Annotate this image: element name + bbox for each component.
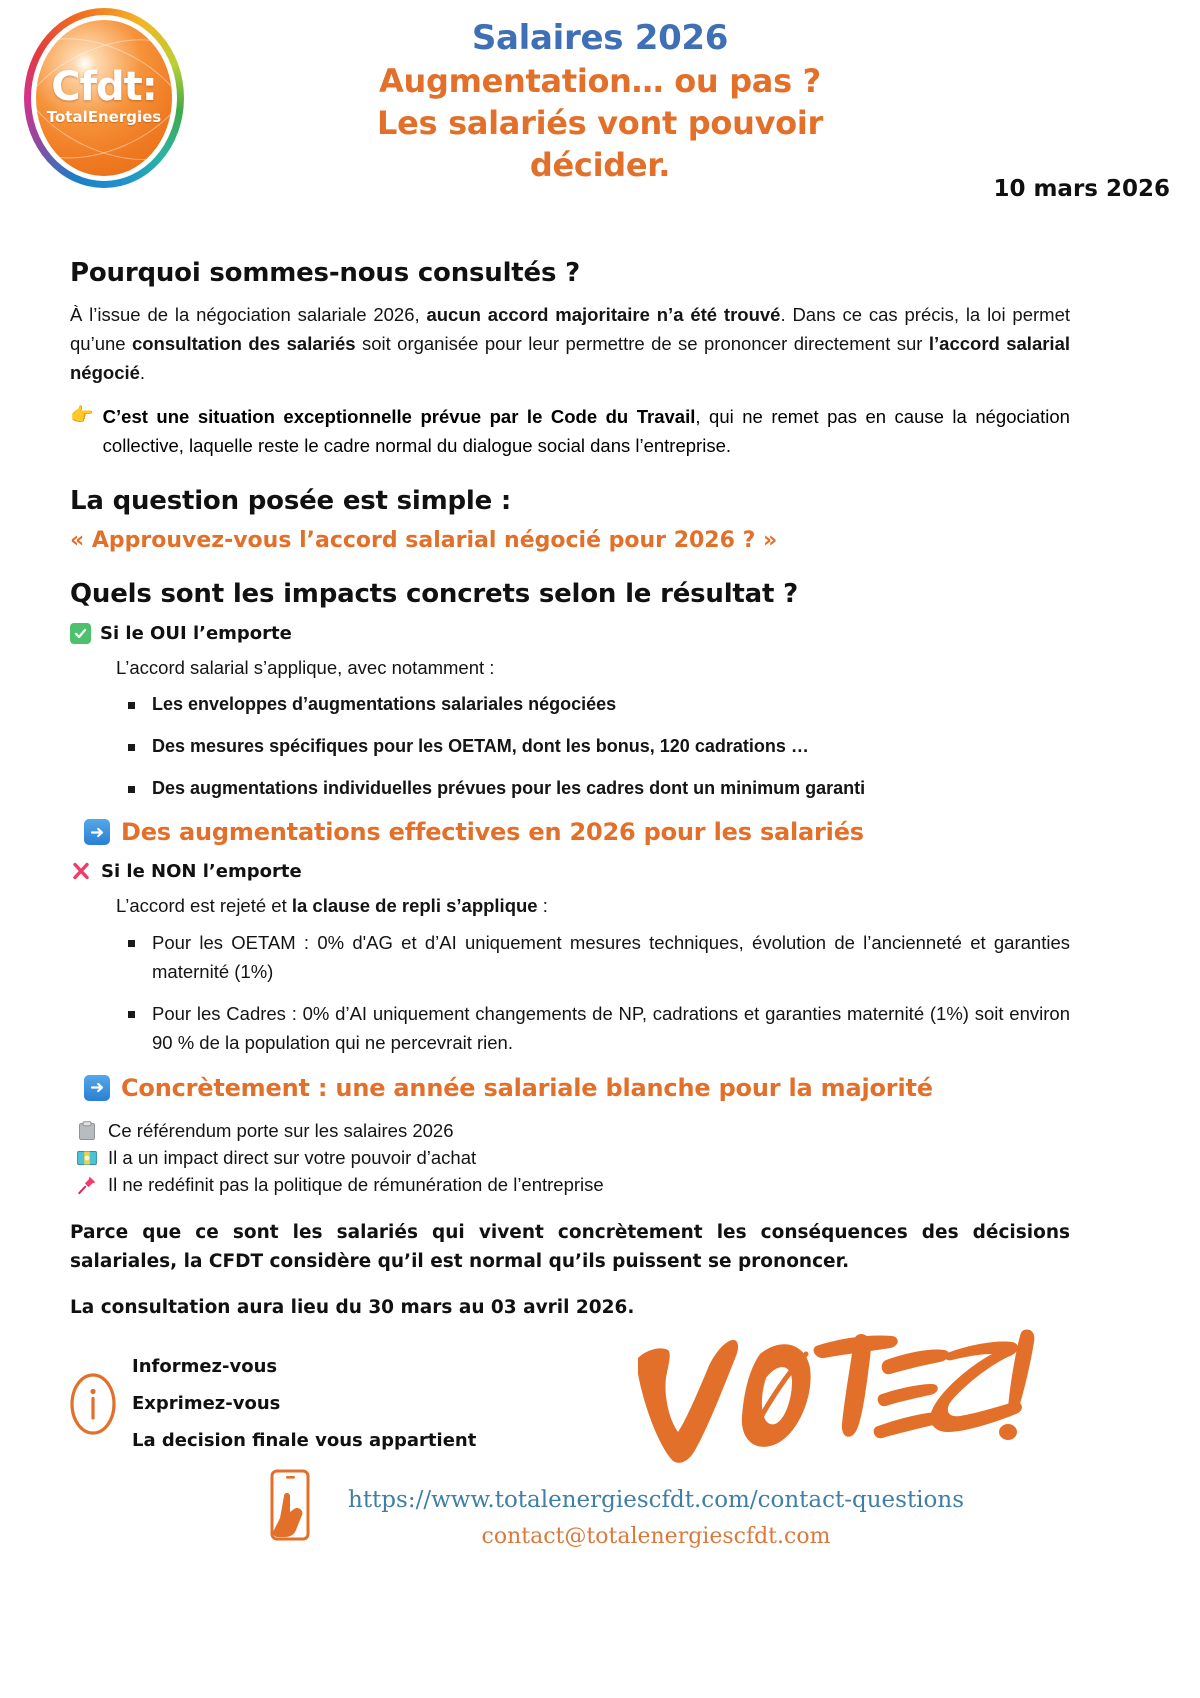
yes-callout bbox=[84, 818, 1070, 846]
heading-question: La question posée est simple : bbox=[70, 486, 512, 517]
no-label-strong: NON bbox=[151, 860, 197, 882]
list-item: Pour les OETAM : 0% d'AG et d’AI uniquement mesures techniques, évolution de l’ancienneté et garanties maternité (1%) bbox=[126, 929, 1070, 986]
closing-paragraph: Parce que ce sont les salariés qui vivent concrètement les conséquences des décisions salariales, la CFDT considère qu’il est normal qu’ils puissent se prononcer. bbox=[70, 1221, 1070, 1273]
list-item: Des mesures spécifiques pour les OETAM, dont les bonus, 120 cadrations … bbox=[126, 733, 1070, 761]
no-result-header bbox=[70, 860, 1070, 882]
subtitle-line-3: décider. bbox=[529, 145, 671, 184]
list-item: Pour les Cadres : 0% d’AI uniquement changements de NP, cadrations et garanties maternité (1%) soit environ 90 % de la population qui ne percevrait rien. bbox=[126, 1000, 1070, 1057]
no-label-suffix: l’emporte bbox=[196, 860, 302, 882]
code-du-travail-note bbox=[70, 402, 1070, 460]
why-text-g: . bbox=[139, 362, 146, 384]
pointing-hand-icon: 👉 bbox=[70, 404, 94, 426]
money-banknote-icon bbox=[76, 1147, 98, 1169]
subtitle-line-1: Augmentation… ou pas ? bbox=[379, 62, 821, 101]
yes-label-suffix: l’emporte bbox=[186, 623, 292, 645]
red-cross-icon bbox=[70, 860, 92, 882]
clipboard-icon bbox=[76, 1120, 98, 1142]
fact-text: Il a un impact direct sur votre pouvoir d’achat bbox=[108, 1146, 477, 1168]
contact-url[interactable]: https://www.totalenergiescfdt.com/contact-questions bbox=[348, 1486, 965, 1513]
list-item: Des augmentations individuelles prévues pour les cadres dont un minimum garanti bbox=[126, 775, 1070, 803]
contact-email[interactable]: contact@totalenergiescfdt.com bbox=[481, 1524, 831, 1550]
document-date: 10 mars 2026 bbox=[993, 176, 1170, 202]
no-label-prefix: Si le bbox=[101, 860, 152, 882]
yes-result-label bbox=[100, 623, 292, 644]
title-block bbox=[300, 18, 900, 186]
blue-arrow-right-icon bbox=[84, 1075, 110, 1101]
page-footer bbox=[0, 1340, 1200, 1670]
logo-text-group bbox=[24, 64, 184, 127]
info-lines bbox=[132, 1348, 476, 1459]
no-lead-text bbox=[116, 892, 1070, 921]
info-circle-icon bbox=[70, 1373, 116, 1435]
yes-label-strong: OUI bbox=[150, 623, 187, 645]
yes-result-header bbox=[70, 623, 1070, 644]
page-header bbox=[0, 0, 1200, 232]
heading-why-consulted: Pourquoi sommes-nous consultés ? bbox=[70, 258, 580, 288]
why-paragraph bbox=[70, 300, 1070, 388]
why-text-e: soit organisée pour leur permettre de se prononcer directement sur bbox=[355, 333, 929, 355]
no-callout-text: Concrètement : une année salariale blanche pour la majorité bbox=[121, 1073, 933, 1102]
why-text-f: l’accord salarial négocié bbox=[70, 333, 1070, 384]
no-result-label bbox=[101, 861, 302, 882]
yes-bullet-list bbox=[126, 691, 1070, 803]
why-text-d: consultation des salariés bbox=[131, 333, 356, 355]
list-item bbox=[76, 1174, 1070, 1196]
info-line-3: La decision finale vous appartient bbox=[132, 1430, 477, 1452]
why-text-b: aucun accord majoritaire n’a été trouvé bbox=[426, 304, 781, 325]
logo-brand: Cfdt: bbox=[51, 64, 157, 111]
no-lead-c: : bbox=[537, 895, 548, 917]
why-text-a: À l’issue de la négociation salariale 2026, bbox=[70, 304, 427, 325]
subtitle-line-2: Les salariés vont pouvoir bbox=[377, 104, 823, 143]
page-title: Salaires 2026 bbox=[471, 18, 729, 58]
yes-callout-text: Des augmentations effectives en 2026 pour les salariés bbox=[121, 818, 864, 847]
no-callout bbox=[84, 1074, 1070, 1102]
page-body bbox=[0, 258, 1200, 1318]
info-line-1: Informez-vous bbox=[132, 1355, 278, 1377]
no-bullet-list bbox=[126, 929, 1070, 1058]
contact-text bbox=[348, 1468, 964, 1553]
pushpin-icon bbox=[76, 1174, 98, 1196]
list-item: Les enveloppes d’augmentations salariales négociées bbox=[126, 691, 1070, 719]
mobile-tap-icon bbox=[260, 1468, 322, 1554]
consultation-dates: La consultation aura lieu du 30 mars au 03 avril 2026. bbox=[70, 1296, 635, 1318]
cfdt-totalenergies-logo bbox=[24, 8, 184, 188]
blue-arrow-right-icon bbox=[84, 819, 110, 845]
contact-row bbox=[260, 1468, 964, 1554]
green-check-icon bbox=[70, 623, 91, 644]
note-rest: , qui ne remet pas en cause la négociation collective, laquelle reste le cadre normal du dialogue social dans l’entreprise. bbox=[102, 405, 1070, 456]
no-lead-b: la clause de repli s’applique bbox=[291, 895, 538, 917]
note-bold: C’est une situation exceptionnelle prévue par le Code du Travail bbox=[102, 405, 696, 427]
info-block bbox=[70, 1348, 476, 1459]
votez-handwritten-graphic bbox=[620, 1306, 1050, 1486]
why-text-c: . Dans ce cas précis, la loi permet qu’une bbox=[70, 304, 1071, 355]
fact-text: Ce référendum porte sur les salaires 2026 bbox=[108, 1119, 454, 1141]
list-item bbox=[76, 1120, 1070, 1142]
list-item bbox=[76, 1147, 1070, 1169]
info-line-2: Exprimez-vous bbox=[132, 1393, 281, 1415]
facts-list bbox=[76, 1120, 1070, 1196]
heading-impacts: Quels sont les impacts concrets selon le résultat ? bbox=[70, 579, 798, 610]
note-text bbox=[103, 402, 1070, 460]
referendum-question: « Approuvez-vous l’accord salarial négocié pour 2026 ? » bbox=[70, 528, 778, 554]
logo-sub-brand: TotalEnergies bbox=[46, 108, 162, 127]
no-lead-a: L’accord est rejeté et bbox=[116, 895, 292, 917]
page-subtitle bbox=[300, 61, 900, 186]
yes-lead-text: L’accord salarial s’applique, avec notamment : bbox=[116, 657, 495, 679]
yes-label-prefix: Si le bbox=[100, 623, 151, 645]
fact-text: Il ne redéfinit pas la politique de rémunération de l’entreprise bbox=[108, 1173, 604, 1195]
